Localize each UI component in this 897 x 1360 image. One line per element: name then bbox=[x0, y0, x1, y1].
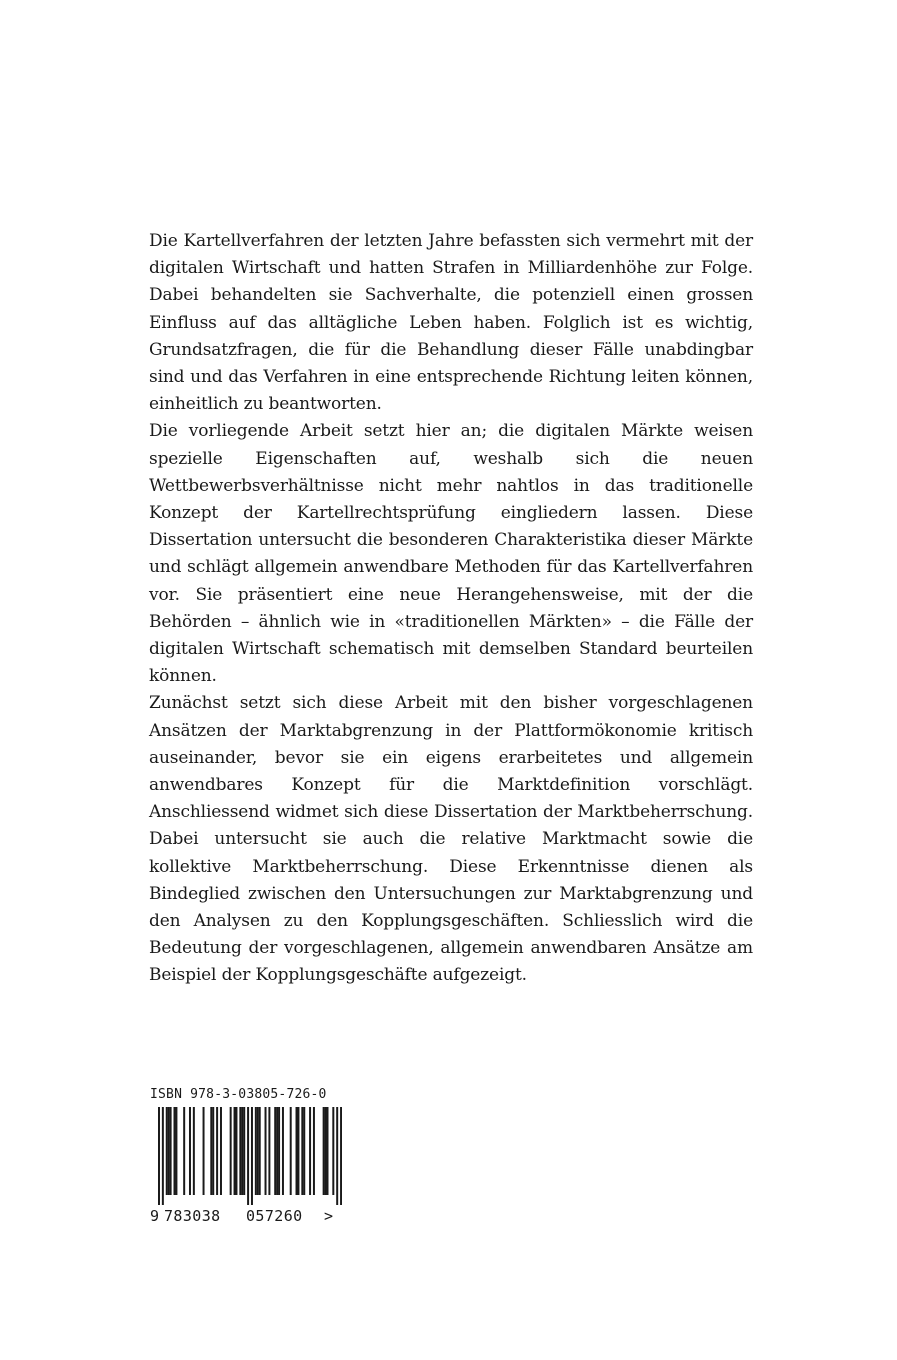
barcode-left-digits: 783038 bbox=[164, 1207, 221, 1225]
barcode-bar bbox=[282, 1107, 284, 1195]
barcode-bar bbox=[327, 1107, 329, 1195]
barcode-bar bbox=[276, 1107, 278, 1195]
barcode bbox=[158, 1107, 342, 1205]
barcode-bar bbox=[189, 1107, 191, 1195]
barcode-arrow: > bbox=[324, 1207, 334, 1225]
barcode-bar bbox=[303, 1107, 305, 1195]
barcode-bar bbox=[203, 1107, 205, 1195]
barcode-bar bbox=[239, 1107, 241, 1195]
barcode-digits bbox=[150, 1205, 350, 1227]
barcode-bar bbox=[216, 1107, 218, 1195]
barcode-first-digit: 9 bbox=[150, 1207, 160, 1225]
barcode-bar bbox=[274, 1107, 276, 1195]
back-cover-blurb bbox=[149, 228, 753, 990]
barcode-bar bbox=[220, 1107, 222, 1195]
barcode-bar bbox=[241, 1107, 243, 1195]
barcode-bar bbox=[265, 1107, 267, 1195]
barcode-bar bbox=[340, 1107, 342, 1205]
barcode-bar bbox=[257, 1107, 259, 1195]
barcode-bar bbox=[166, 1107, 168, 1195]
barcode-bar bbox=[297, 1107, 299, 1195]
barcode-bar bbox=[235, 1107, 237, 1195]
blurb-paragraph-1: Die Kartellverfahren der letzten Jahre befassten sich vermehrt mit der digitalen Wirtschaft und hatten Strafen in Milliardenhöhe zur Folge. Dabei behandelten sie Sachverhalte, die potenziell einen grossen Einfluss auf das alltägliche Leben haben. Folglich ist es wichtig, Grundsatzfragen, die für die Behandlung dieser Fälle unabdingbar sind und das Verfahren in eine entsprechende Richtung leiten können, einheitlich zu beantworten. bbox=[149, 231, 753, 415]
barcode-bar bbox=[278, 1107, 280, 1195]
barcode-bar bbox=[323, 1107, 325, 1195]
barcode-bar bbox=[175, 1107, 177, 1195]
barcode-bar bbox=[170, 1107, 172, 1195]
barcode-bar bbox=[290, 1107, 292, 1195]
barcode-right-digits: 057260 bbox=[246, 1207, 303, 1225]
barcode-bar bbox=[251, 1107, 253, 1205]
barcode-bar bbox=[183, 1107, 185, 1195]
barcode-bar bbox=[193, 1107, 195, 1195]
blurb-paragraph-3: Zunächst setzt sich diese Arbeit mit den bisher vorgeschlagenen Ansätzen der Marktabgrenzung in der Plattformökonomie kritisch auseinander, bevor sie ein eigens erarbeitetes und allgemein anwendbares Konzept für die Marktdefinition vorschlägt. Anschliessend widmet sich diese Dissertation der Marktbeherrschung. Dabei untersucht sie auch die relative Marktmacht sowie die kollektive Marktbeherrschung. Diese Erkenntnisse dienen als Bindeglied zwischen den Untersuchungen zur Marktabgrenzung und den Analysen zu den Kopplungsgeschäften. Schliesslich wird die Bedeutung der vorgeschlagenen, allgemein anwendbaren Ansätze am Beispiel der Kopplungsgeschäfte aufgezeigt. bbox=[149, 693, 753, 986]
barcode-bar bbox=[336, 1107, 338, 1205]
barcode-bar bbox=[309, 1107, 311, 1195]
barcode-bar bbox=[162, 1107, 164, 1205]
isbn-label: ISBN 978-3-03805-726-0 bbox=[150, 1087, 327, 1102]
barcode-bar bbox=[296, 1107, 298, 1195]
barcode-bar bbox=[173, 1107, 175, 1195]
barcode-bar bbox=[332, 1107, 334, 1195]
barcode-bar bbox=[158, 1107, 160, 1205]
blurb-paragraph-2: Die vorliegende Arbeit setzt hier an; die digitalen Märkte weisen spezielle Eigenschaften auf, weshalb sich die neuen Wettbewerbsverhältnisse nicht mehr nahtlos in das traditionelle Konzept der Kartellrechtsprüfung eingliedern lassen. Diese Dissertation untersucht die besonderen Charakteristika dieser Märkte und schlägt allgemein anwendbare Methoden für das Kartellverfahren vor. Sie präsentiert eine neue Herangehensweise, mit der die Behörden – ähnlich wie in «traditionellen Märkten» – die Fälle der digitalen Wirtschaft schematisch mit demselben Standard beurteilen können. bbox=[149, 421, 753, 687]
barcode-bar bbox=[210, 1107, 212, 1195]
barcode-bar bbox=[243, 1107, 245, 1195]
barcode-bar bbox=[212, 1107, 214, 1195]
barcode-bar bbox=[325, 1107, 327, 1195]
barcode-bar bbox=[230, 1107, 232, 1195]
isbn-block bbox=[150, 1085, 350, 1227]
barcode-bar bbox=[301, 1107, 303, 1195]
barcode-bar bbox=[259, 1107, 261, 1195]
barcode-bar bbox=[168, 1107, 170, 1195]
barcode-bar bbox=[234, 1107, 236, 1195]
barcode-bar bbox=[255, 1107, 257, 1195]
barcode-bar bbox=[268, 1107, 270, 1195]
barcode-bar bbox=[313, 1107, 315, 1195]
barcode-bar bbox=[247, 1107, 249, 1205]
